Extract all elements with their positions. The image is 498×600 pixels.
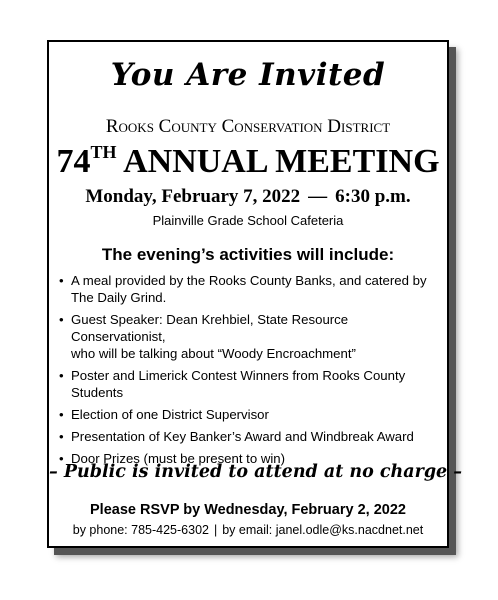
headline: You Are Invited [110,57,386,93]
activity-text: Guest Speaker: Dean Krehbiel, State Resource Conservationist, [71,312,349,344]
contact-phone: by phone: 785-425-6302 [72,523,209,537]
contact-email: by email: janel.odle@ks.nacdnet.net [222,523,424,537]
meeting-location: Plainville Grade School Cafeteria [152,213,344,228]
activity-text: Door Prizes (must be present to win) [71,451,286,466]
activity-item [59,367,443,401]
activity-text: Election of one District Supervisor [71,407,269,422]
activity-item [59,272,443,306]
activity-item [59,311,443,362]
bullet-icon: • [59,451,64,466]
activity-text: Poster and Limerick Contest Winners from Rooks County Students [71,368,406,400]
activities-heading: The evening’s activities will include: [101,245,395,264]
bullet-icon: • [59,273,64,288]
bullet-icon: • [59,407,64,422]
meeting-date: Monday, February 7, 2022 [85,186,301,207]
bullet-icon: • [59,429,64,444]
meeting-time: 6:30 p.m. [335,186,411,207]
bullet-icon: • [59,312,64,327]
meeting-title-text: ANNUAL MEETING [123,143,440,180]
rsvp-deadline: Please RSVP by Wednesday, February 2, 2022 [90,502,406,518]
bullet-icon: • [59,368,64,383]
activity-text: A meal provided by the Rooks County Banks, and catered by [71,273,427,288]
public-notice: – Public is invited to attend at no charge – [49,462,463,482]
meeting-datetime [49,185,447,209]
meeting-ordinal-suffix: TH [90,142,117,162]
invitation-flyer [47,40,463,548]
activity-text-continued: The Daily Grind. [71,290,167,305]
meeting-number: 74 [56,143,91,180]
activity-text: Presentation of Key Banker’s Award and Windbreak Award [71,429,414,444]
contact-separator: | [213,523,218,537]
activity-text-continued: who will be talking about “Woody Encroachment” [71,346,356,361]
activities-list [59,272,443,472]
organization-name: Rooks County Conservation District [105,116,391,137]
activity-item [59,406,443,423]
activity-item [59,428,443,445]
meeting-title [49,142,447,182]
datetime-dash: — [308,186,328,207]
contact-info [49,522,447,538]
